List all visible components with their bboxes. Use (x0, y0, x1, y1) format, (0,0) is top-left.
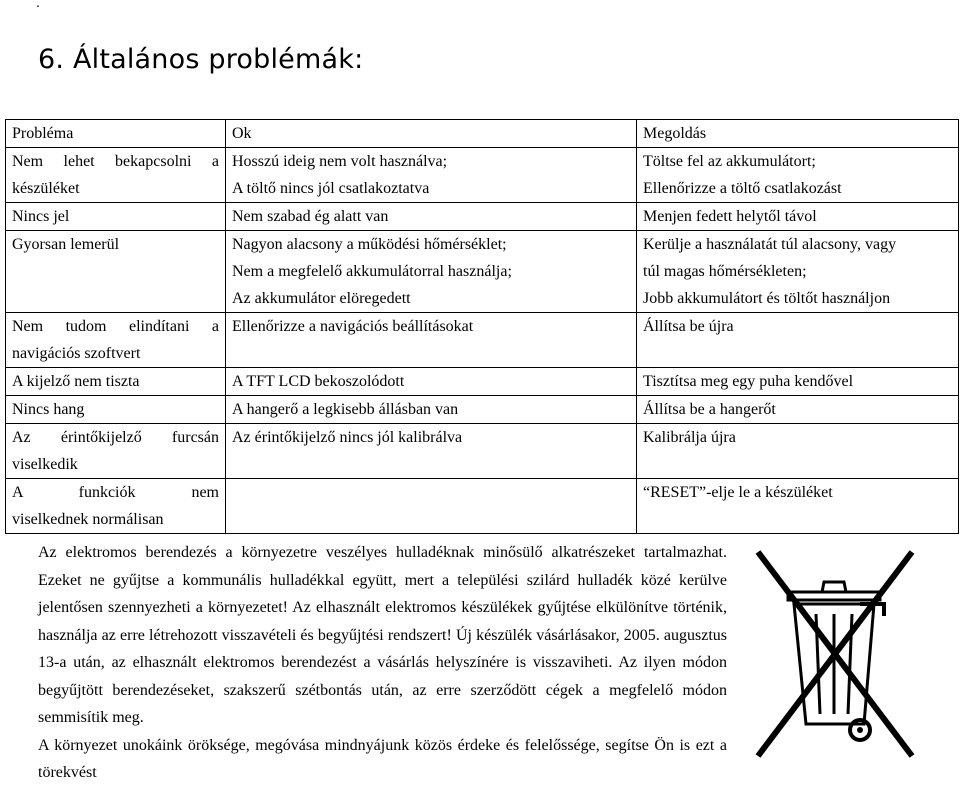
cause-line: Nem a megfelelő akkumulátorral használja; (232, 263, 512, 280)
problem-line: viselkedik (12, 456, 78, 473)
cause-line: Nem szabad ég alatt van (232, 208, 389, 225)
cell-solution (637, 203, 959, 231)
problem-line: Nem tudom elindítani a (12, 318, 219, 335)
disposal-paragraph-2: A környezet unokáink öröksége, megóvása mindnyájunk közös érdeke és felelőssége, segítse Ön is ezt a törekvést (38, 736, 727, 781)
cell-problem (6, 203, 226, 231)
cell-problem (6, 313, 226, 368)
solution-line: Töltse fel az akkumulátort; (643, 153, 816, 170)
cell-cause (226, 231, 637, 313)
problem-line: navigációs szoftvert (12, 345, 141, 362)
table-row (6, 231, 959, 313)
problem-line: Nem lehet bekapcsolni a (12, 153, 219, 170)
cell-cause (226, 424, 637, 479)
cause-line: Ellenőrizze a navigációs beállításokat (232, 318, 474, 335)
solution-line: Menjen fedett helytől távol (643, 208, 817, 225)
cell-cause (226, 368, 637, 396)
cell-solution (637, 396, 959, 424)
corner-mark: . (36, 0, 40, 10)
problem-line: A kijelző nem tiszta (12, 373, 140, 390)
table-row (6, 203, 959, 231)
cell-solution (637, 368, 959, 396)
cell-cause (226, 203, 637, 231)
troubleshooting-table (5, 119, 959, 534)
problem-line: A funkciók nem (12, 484, 219, 501)
cause-line: A TFT LCD bekoszolódott (232, 373, 405, 390)
crossed-out-wheelie-bin-icon (748, 548, 923, 768)
cell-problem (6, 368, 226, 396)
header-solution: Megoldás (637, 120, 959, 148)
weee-symbol (748, 548, 923, 768)
problem-line: Nincs jel (12, 208, 70, 225)
cause-line: Hosszú ideig nem volt használva; (232, 153, 448, 170)
problem-line: viselkednek normálisan (12, 511, 164, 528)
cell-problem (6, 231, 226, 313)
problem-line: Az érintőkijelző furcsán (12, 429, 219, 446)
solution-line: Kerülje a használatát túl alacsony, vagy (643, 236, 897, 253)
cell-cause (226, 396, 637, 424)
table-row (6, 313, 959, 368)
cell-solution (637, 231, 959, 313)
header-cause: Ok (226, 120, 637, 148)
cell-cause (226, 313, 637, 368)
cell-cause (226, 479, 637, 534)
table-row (6, 424, 959, 479)
cell-problem (6, 424, 226, 479)
disposal-notice (38, 539, 727, 787)
cell-solution (637, 479, 959, 534)
cell-problem (6, 396, 226, 424)
solution-line: Ellenőrizze a töltő csatlakozást (643, 180, 842, 197)
solution-line: Tisztítsa meg egy puha kendővel (643, 373, 854, 390)
cause-line: Nagyon alacsony a működési hőmérséklet; (232, 236, 507, 253)
cause-line: A hangerő a legkisebb állásban van (232, 401, 459, 418)
cause-line: A töltő nincs jól csatlakoztatva (232, 180, 430, 197)
disposal-paragraph-1: Az elektromos berendezés a környezetre veszélyes hulladéknak minősülő alkatrészeket tartalmazhat. Ezeket ne gyűjtse a kommunális hulladékkal együtt, mert a települési szilárd hulladék közé kerülve jelentősen szennyezheti a környezetet! Az elhasznált elektromos készülékek gyűjtése elkülönítve történik, használja az erre létrehozott visszavételi és begyűjtési rendszert! Új készülék vásárlásakor, 2005. augusztus 13-a után, az elhasznált elektromos berendezést a vásárlás helyszínére is visszaviheti. Az ilyen módon begyűjtött berendezéseket, szakszerű szétbontás után, az erre szerződött cégek a megfelelő módon semmisítik meg. (38, 544, 727, 726)
table-row (6, 148, 959, 203)
solution-line: túl magas hőmérsékleten; (643, 263, 807, 280)
header-problem: Probléma (6, 120, 226, 148)
table-row (6, 479, 959, 534)
problem-line: Nincs hang (12, 401, 85, 418)
solution-line: Jobb akkumulátort és töltőt használjon (643, 290, 891, 307)
cause-line: Az akkumulátor elöregedett (232, 290, 411, 307)
cell-solution (637, 148, 959, 203)
cell-problem (6, 148, 226, 203)
solution-line: Állítsa be a hangerőt (643, 401, 776, 418)
solution-line: Kalibrálja újra (643, 429, 736, 446)
table-row (6, 368, 959, 396)
table-row (6, 396, 959, 424)
solution-line: Állítsa be újra (643, 318, 734, 335)
cell-solution (637, 424, 959, 479)
problem-line: készüléket (12, 180, 80, 197)
table-header-row (6, 120, 959, 148)
cell-solution (637, 313, 959, 368)
solution-line: “RESET”-elje le a készüléket (643, 484, 833, 501)
problem-line: Gyorsan lemerül (12, 236, 120, 253)
section-heading: 6. Általános problémák: (38, 44, 364, 75)
cell-problem (6, 479, 226, 534)
cell-cause (226, 148, 637, 203)
cause-line: Az érintőkijelző nincs jól kalibrálva (232, 429, 463, 446)
